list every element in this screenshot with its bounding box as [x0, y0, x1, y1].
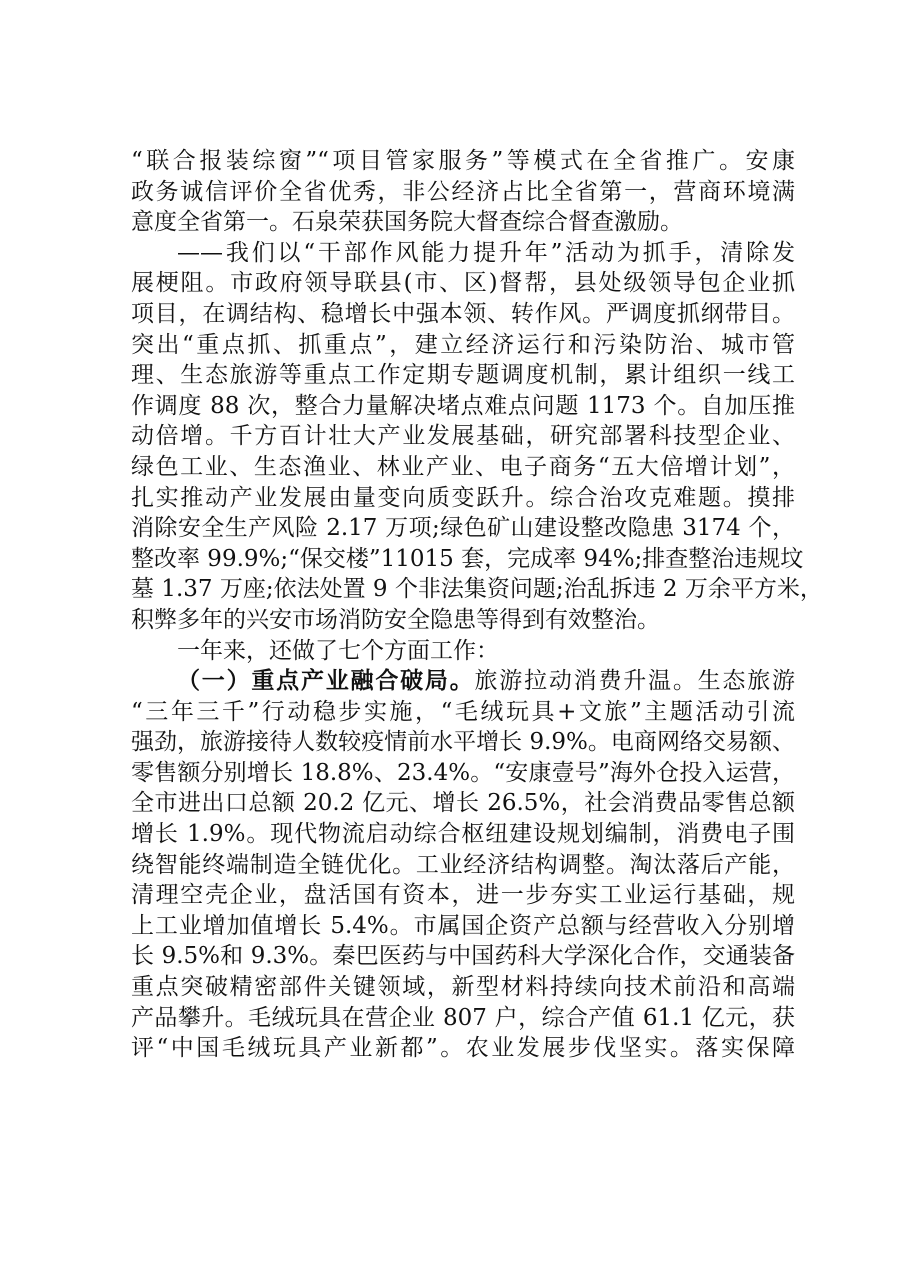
text-line: 上工业增加值增长 5.4%。市属国企资产总额与经营收入分别增	[131, 912, 795, 939]
text-line: 重点突破精密部件关键领域，新型材料持续向技术前沿和高端	[131, 974, 795, 1001]
text-line: 全市进出口总额 20.2 亿元、增长 26.5%，社会消费品零售总额	[131, 790, 795, 817]
text-line: 增长 1.9%。现代物流启动综合枢纽建设规划编制，消费电子围	[131, 821, 795, 848]
text-line: “联合报装综窗”“项目管家服务”等模式在全省推广。安康	[131, 148, 795, 174]
text-line: 整改率 99.9%;“保交楼”11015 套，完成率 94%;排查整治违规坟	[131, 545, 804, 572]
text-line: 零售额分别增长 18.8%、23.4%。“安康壹号”海外仓投入运营，	[131, 759, 795, 786]
paragraph-intro	[131, 636, 795, 667]
text-line: 墓 1.37 万座;依法处置 9 个非法集资问题;治乱拆违 2 万余平方米，	[131, 576, 823, 603]
text-line: 消除安全生产风险 2.17 万项;绿色矿山建设整改隐患 3174 个，	[131, 515, 795, 542]
text-line: 扎实推动产业发展由量变向质变跃升。综合治攻克难题。摸排	[131, 484, 795, 511]
text-line: “三年三千”行动稳步实施，“毛绒玩具+文旅”主题活动引流	[131, 698, 795, 725]
text-line: 展梗阻。市政府领导联县(市、区)督帮，县处级领导包企业抓	[131, 270, 795, 297]
section-heading: （一）重点产业融合破局。	[177, 667, 475, 695]
text-line: 动倍增。千方百计壮大产业发展基础，研究部署科技型企业、	[131, 423, 795, 450]
text-line: 强劲，旅游接待人数较疫情前水平增长 9.9%。电商网络交易额、	[131, 729, 795, 756]
text-line-with-heading	[131, 666, 795, 697]
text-line: ——我们以“干部作风能力提升年”活动为抓手，清除发	[177, 239, 795, 266]
text-line: 一年来，还做了七个方面工作：	[177, 637, 499, 664]
text-line: 突出“重点抓、抓重点”，建立经济运行和污染防治、城市管	[131, 331, 795, 358]
text-line: 绕智能终端制造全链优化。工业经济结构调整。淘汰落后产能，	[131, 851, 795, 878]
paragraph-work-style	[131, 238, 823, 636]
text-line: 长 9.5%和 9.3%。秦巴医药与中国药科大学深化合作，交通装备	[131, 943, 795, 970]
text-line: 评“中国毛绒玩具产业新都”。农业发展步伐坚实。落实保障	[131, 1035, 795, 1062]
text-line: 产品攀升。毛绒玩具在营企业 807 户，综合产值 61.1 亿元，获	[131, 1004, 795, 1031]
text-line: 政务诚信评价全省优秀，非公经济占比全省第一，营商环境满	[131, 178, 795, 205]
text-line: 绿色工业、生态渔业、林业产业、电子商务“五大倍增计划”，	[131, 453, 795, 480]
document-body	[131, 146, 823, 1064]
paragraph-continuation	[131, 146, 795, 238]
text-line: 意度全省第一。石泉荣获国务院大督查综合督查激励。	[131, 209, 683, 236]
text-line: 项目，在调结构、稳增长中强本领、转作风。严调度抓纲带目。	[131, 300, 795, 327]
text-line: 积弊多年的兴安市场消防安全隐患等得到有效整治。	[131, 606, 660, 633]
text-line: 理、生态旅游等重点工作定期专题调度机制，累计组织一线工	[131, 362, 795, 389]
text-line: 作调度 88 次，整合力量解决堵点难点问题 1173 个。自加压推	[131, 392, 795, 419]
text-line: 清理空壳企业，盘活国有资本，进一步夯实工业运行基础，规	[131, 882, 795, 909]
text-run: 旅游拉动消费升温。生态旅游	[474, 668, 796, 695]
paragraph-section-one	[131, 666, 795, 1064]
